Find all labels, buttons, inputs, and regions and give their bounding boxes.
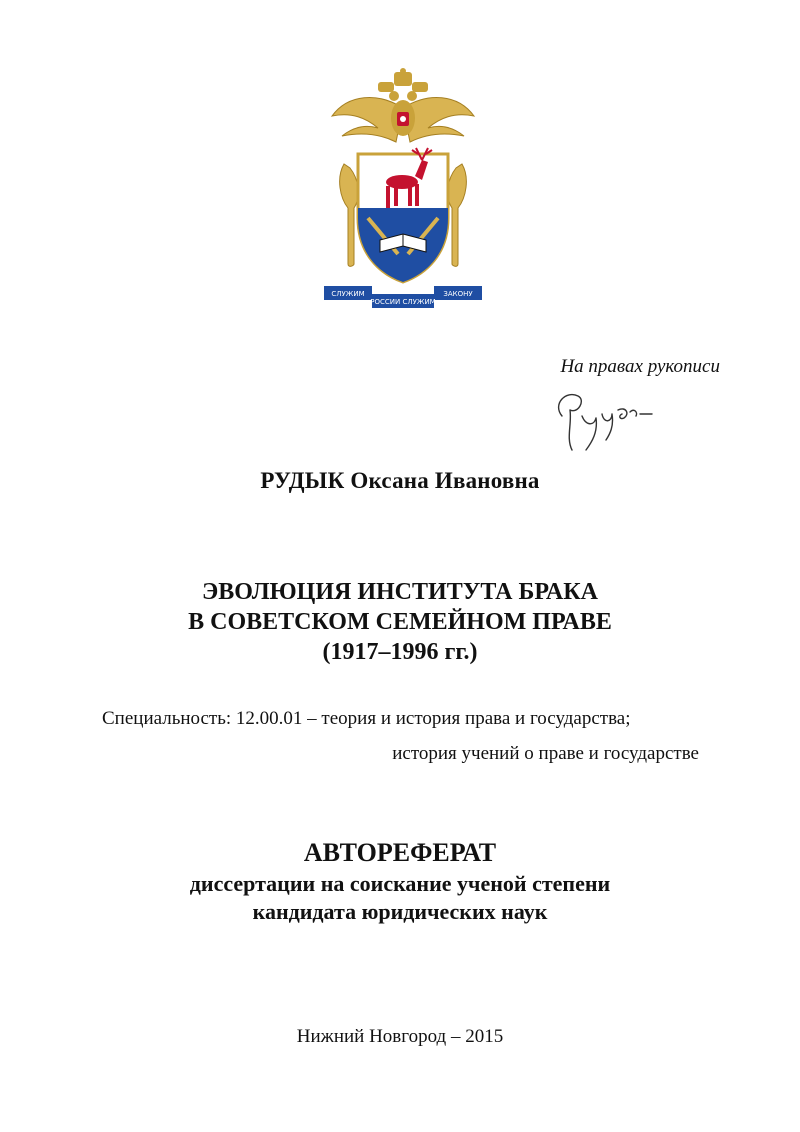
title-line-3: (1917–1996 гг.) [322, 639, 478, 665]
ribbon-text-left: СЛУЖИМ [331, 290, 365, 298]
shield-icon [358, 154, 448, 282]
author-name: РУДЫК Оксана Ивановна [260, 468, 540, 493]
abstract-block [0, 836, 800, 926]
academy-emblem-icon [318, 68, 488, 318]
specialty-line-2: история учений о праве и государстве [392, 743, 699, 764]
title-line-2: В СОВЕТСКОМ СЕМЕЙНОМ ПРАВЕ [188, 609, 612, 635]
ribbon [324, 286, 482, 308]
ribbon-text-right: ЗАКОНУ [443, 290, 473, 298]
manuscript-rights-note: На правах рукописи [560, 356, 720, 377]
abstract-subtitle-1: диссертации на соискание ученой степени [189, 871, 611, 896]
place-and-year: Нижний Новгород – 2015 [296, 1026, 504, 1047]
abstract-heading: АВТОРЕФЕРАТ [303, 838, 497, 867]
ribbon-text-center: РОССИИ СЛУЖИМ [370, 298, 436, 306]
dissertation-title [0, 577, 800, 667]
handwritten-signature-icon [548, 380, 668, 460]
abstract-subtitle-2: кандидата юридических наук [252, 899, 548, 924]
title-line-1: ЭВОЛЮЦИЯ ИНСТИТУТА БРАКА [202, 579, 598, 605]
eagle-icon [332, 91, 474, 142]
crown-icon [378, 68, 428, 92]
specialty-line-1: Специальность: 12.00.01 – теория и история права и государства; [102, 708, 631, 729]
